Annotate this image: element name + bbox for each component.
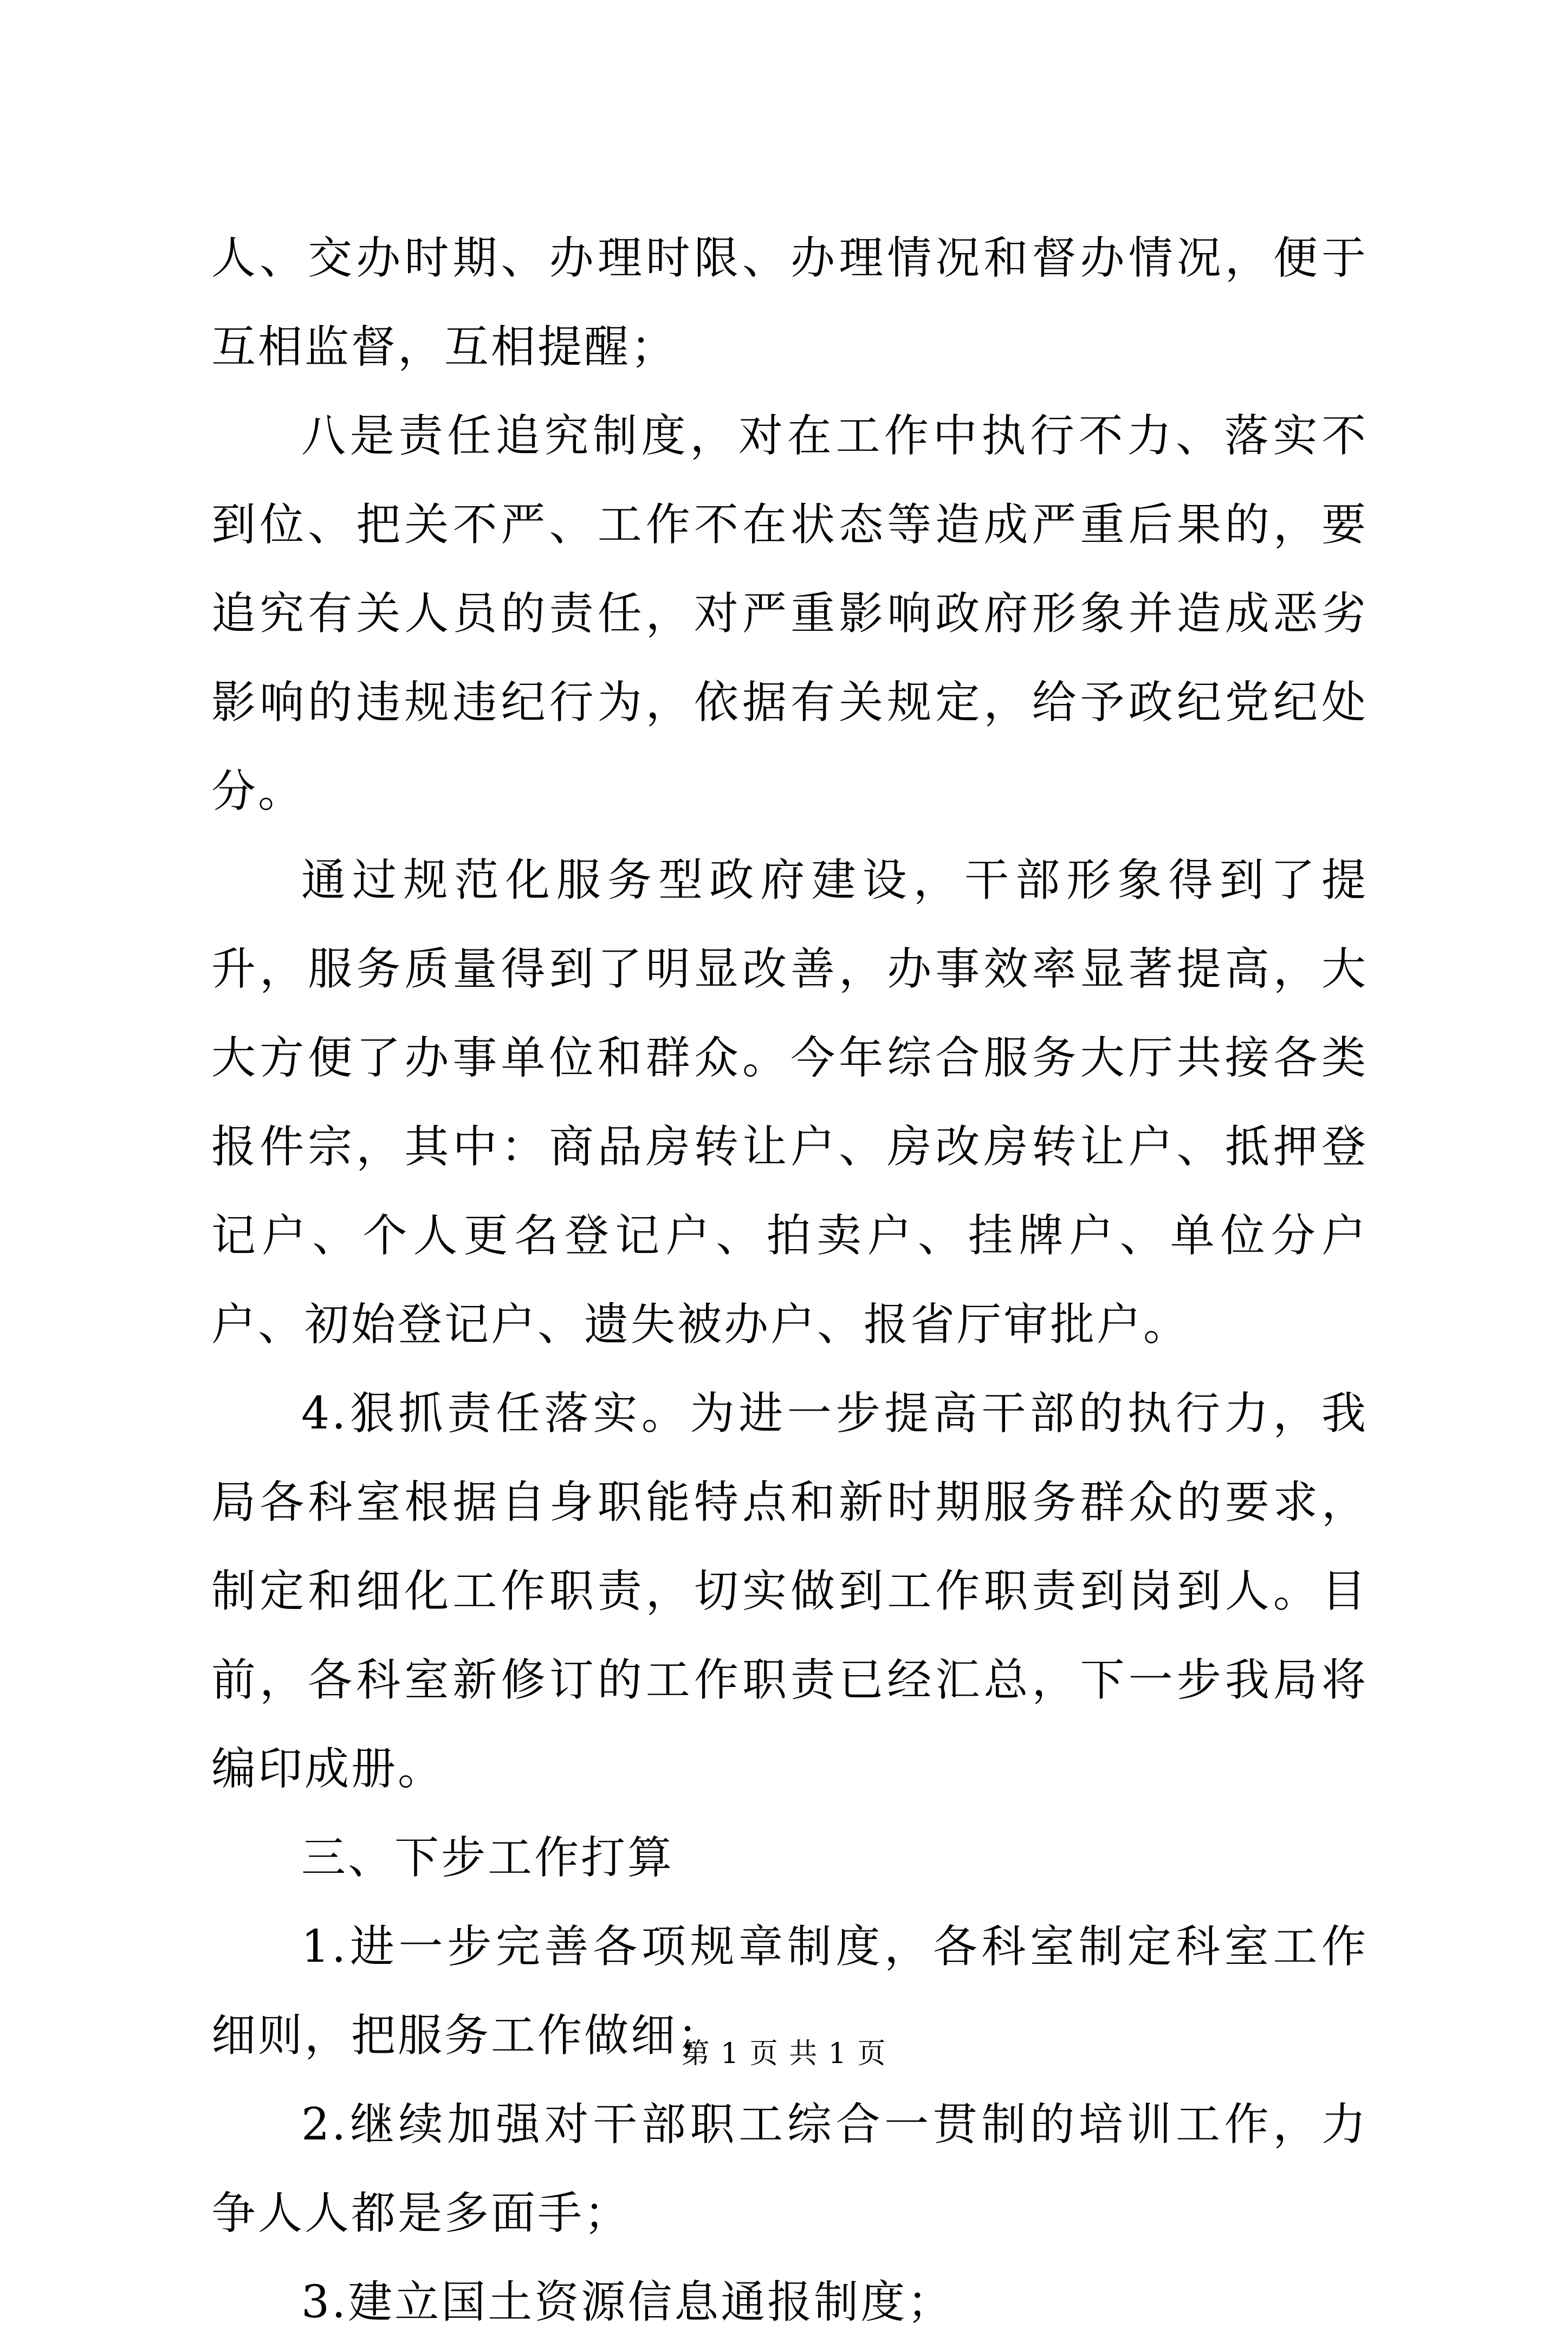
list-item-2: 2.继续加强对干部职工综合一贯制的培训工作，力争人人都是多面手； — [211, 2099, 1368, 2239]
page-footer: 第 1 页 共 1 页 — [681, 2038, 887, 2070]
document-body — [211, 214, 1368, 2347]
list-item-3: 3.建立国土资源信息通报制度； — [301, 2277, 954, 2328]
list-item-1: 1.进一步完善各项规章制度，各科室制定科室工作细则，把服务工作做细； — [211, 1921, 1368, 2061]
paragraph-continuation: 人、交办时期、办理时限、办理情况和督办情况，便于互相监督，互相提醒； — [211, 232, 1368, 373]
section-heading-next-steps: 三、下步工作打算 — [301, 1832, 675, 1884]
paragraph-accountability: 八是责任追究制度，对在工作中执行不力、落实不到位、把关不严、工作不在状态等造成严重后果的，要追究有关人员的责任，对严重影响政府形象并造成恶劣影响的违规违纪行为，依据有关规定，给予政纪党纪处分。 — [211, 410, 1368, 817]
paragraph-responsibility: 4.狠抓责任落实。为进一步提高干部的执行力，我局各科室根据自身职能特点和新时期服务群众的要求，制定和细化工作职责，切实做到工作职责到岗到人。目前，各科室新修订的工作职责已经汇总，下一步我局将编印成册。 — [211, 1388, 1368, 1795]
paragraph-service-results: 通过规范化服务型政府建设，干部形象得到了提升，服务质量得到了明显改善，办事效率显著提高，大大方便了办事单位和群众。今年综合服务大厅共接各类报件宗，其中：商品房转让户、房改房转让户、抵押登记户、个人更名登记户、拍卖户、挂牌户、单位分户户、初始登记户、遗失被办户、报省厅审批户。 — [211, 855, 1368, 1350]
